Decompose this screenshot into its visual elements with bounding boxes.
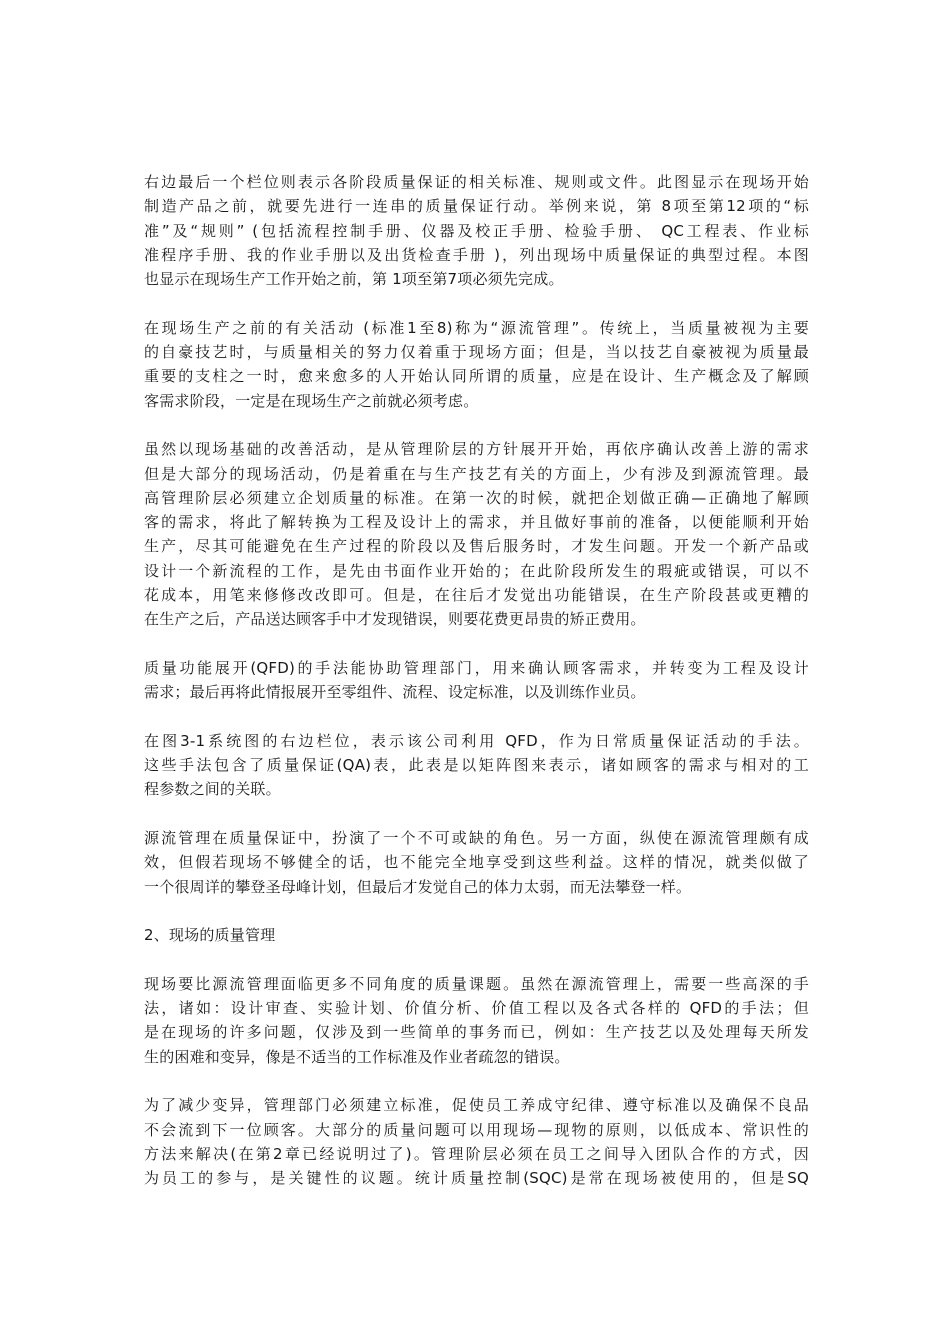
text-line: 但是大部分的现场活动，仍是着重在与生产技艺有关的方面上，少有涉及到源流管理。最 xyxy=(144,464,809,483)
paragraph-source-management xyxy=(144,316,809,413)
text-line: 生的困难和变异，像是不适当的工作标准及作业者疏忽的错误。 xyxy=(144,1047,570,1066)
text-line: 重要的支柱之一时，愈来愈多的人开始认同所谓的质量，应是在设计、生产概念及了解顾 xyxy=(144,367,809,386)
text-line: 法，诸如：设计审查、实验计划、价值分析、价值工程以及各式各样的 QFD的手法；但 xyxy=(144,999,809,1018)
paragraph-reduce-variation xyxy=(144,1093,809,1190)
text-line: 不会流到下一位顾客。大部分的质量问题可以用现场—现物的原则，以低成本、常识性的 xyxy=(144,1120,809,1139)
text-line: 虽然以现场基础的改善活动，是从管理阶层的方针展开开始，再依序确认改善上游的需求 xyxy=(144,440,809,459)
paragraph-figure-reference xyxy=(144,729,809,802)
section-heading: 2、现场的质量管理 xyxy=(144,926,276,945)
text-line: 质量功能展开(QFD)的手法能协助管理部门，用来确认顾客需求，并转变为工程及设计 xyxy=(144,658,809,677)
text-line: 高管理阶层必须建立企划质量的标准。在第一次的时候，就把企划做正确—正确地了解顾 xyxy=(144,488,809,507)
text-line: 为员工的参与，是关键性的议题。统计质量控制(SQC)是常在现场被使用的，但是SQ xyxy=(144,1169,809,1188)
text-line: 设计一个新流程的工作，是先由书面作业开始的；在此阶段所发生的瑕疵或错误，可以不 xyxy=(144,561,809,580)
text-line: 花成本，用笔来修修改改即可。但是，在往后才发觉出功能错误，在生产阶段甚或更糟的 xyxy=(144,586,809,605)
text-line: 准程序手册、我的作业手册以及出货检查手册 )，列出现场中质量保证的典型过程。本图 xyxy=(144,245,809,264)
text-line: 效，但假若现场不够健全的话，也不能完全地享受到这些利益。这样的情况，就类似做了 xyxy=(144,853,809,872)
text-line: 客需求阶段，一定是在现场生产之前就必须考虑。 xyxy=(144,391,479,410)
text-line: 生产，尽其可能避免在生产过程的阶段以及售后服务时，才发生问题。开发一个新产品或 xyxy=(144,537,809,556)
text-line: 方法来解决(在第2章已经说明过了)。管理阶层必须在员工之间导入团队合作的方式，因 xyxy=(144,1144,809,1163)
text-line: 一个很周详的攀登圣母峰计划，但最后才发觉自己的体力太弱，而无法攀登一样。 xyxy=(144,877,692,896)
text-line: 在生产之后，产品送达顾客手中才发现错误，则要花费更昂贵的矫正费用。 xyxy=(144,610,646,629)
text-line: 为了减少变异，管理部门必须建立标准，促使员工养成守纪律、遵守标准以及确保不良品 xyxy=(144,1096,809,1115)
text-line: 也显示在现场生产工作开始之前，第 1项至第7项必须先完成。 xyxy=(144,270,564,289)
text-line: 在现场生产之前的有关活动 (标准1至8)称为“源流管理”。传统上，当质量被视为主要 xyxy=(144,318,809,337)
text-line: 的自豪技艺时，与质量相关的努力仅着重于现场方面；但是，当以技艺自豪被视为质量最 xyxy=(144,343,809,362)
paragraph-qfd xyxy=(144,656,809,705)
paragraph-gemba-quality xyxy=(144,972,809,1069)
text-line: 准”及“规则” (包括流程控制手册、仪器及校正手册、检验手册、 QC工程表、作业标 xyxy=(144,221,809,240)
text-line: 程参数之间的关联。 xyxy=(144,780,281,799)
text-line: 需求；最后再将此情报展开至零组件、流程、设定标准，以及训练作业员。 xyxy=(144,683,646,702)
text-line: 是在现场的许多问题，仅涉及到一些简单的事务而已，例如：生产技艺以及处理每天所发 xyxy=(144,1023,809,1042)
document-body xyxy=(144,170,809,1215)
text-line: 现场要比源流管理面临更多不同角度的质量课题。虽然在源流管理上，需要一些高深的手 xyxy=(144,974,809,993)
paragraph-improvement-activities xyxy=(144,437,809,631)
paragraph-quality-assurance-standards xyxy=(144,170,809,291)
text-line: 右边最后一个栏位则表示各阶段质量保证的相关标准、规则或文件。此图显示在现场开始 xyxy=(144,173,809,191)
text-line: 在图3-1系统图的右边栏位，表示该公司利用 QFD，作为日常质量保证活动的手法。 xyxy=(144,731,809,750)
text-line: 这些手法包含了质量保证(QA)表，此表是以矩阵图来表示，诸如顾客的需求与相对的工 xyxy=(144,756,809,775)
text-line: 制造产品之前，就要先进行一连串的质量保证行动。举例来说，第 8项至第12项的“标 xyxy=(144,197,809,216)
paragraph-source-management-role xyxy=(144,826,809,899)
text-line: 客的需求，将此了解转换为工程及设计上的需求，并且做好事前的准备，以便能顺利开始 xyxy=(144,513,809,532)
text-line: 源流管理在质量保证中，扮演了一个不可或缺的角色。另一方面，纵使在源流管理颇有成 xyxy=(144,829,809,848)
